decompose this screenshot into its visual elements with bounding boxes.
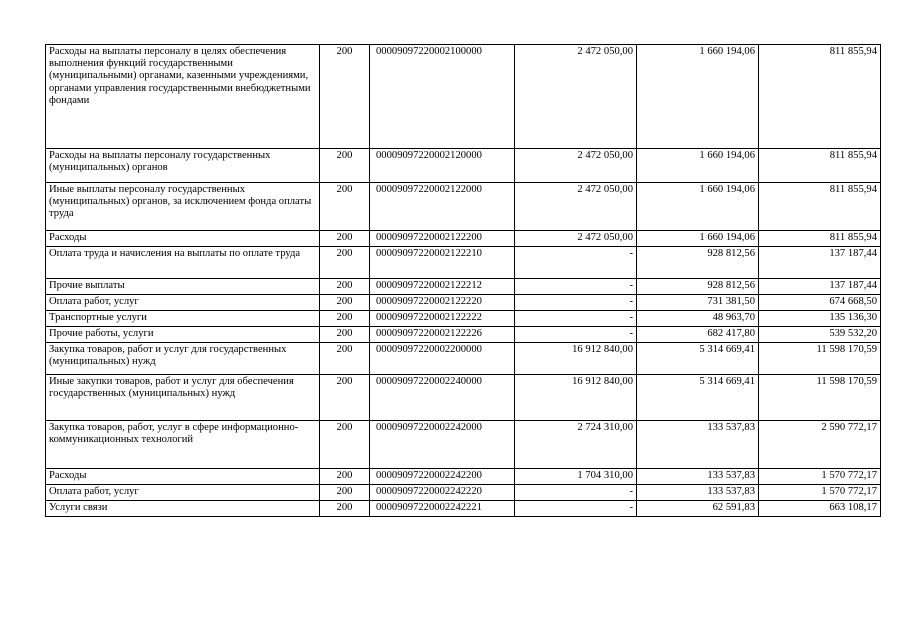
cell-line-code: 200	[320, 247, 370, 279]
cell-line-code: 200	[320, 343, 370, 375]
cell-line-code: 200	[320, 311, 370, 327]
cell-executed: 1 660 194,06	[637, 149, 759, 183]
cell-line-code: 200	[320, 183, 370, 231]
cell-name: Закупка товаров, работ, услуг в сфере информационно-коммуникационных технологий	[46, 421, 320, 469]
cell-unexecuted: 135 136,30	[759, 311, 881, 327]
cell-executed: 48 963,70	[637, 311, 759, 327]
cell-approved: -	[515, 501, 637, 517]
cell-executed: 731 381,50	[637, 295, 759, 311]
cell-unexecuted: 1 570 772,17	[759, 485, 881, 501]
cell-approved: 2 724 310,00	[515, 421, 637, 469]
cell-unexecuted: 11 598 170,59	[759, 375, 881, 421]
cell-unexecuted: 2 590 772,17	[759, 421, 881, 469]
cell-name: Расходы на выплаты персоналу государственных (муниципальных) органов	[46, 149, 320, 183]
cell-name: Прочие работы, услуги	[46, 327, 320, 343]
cell-approved: 16 912 840,00	[515, 375, 637, 421]
cell-name: Расходы на выплаты персоналу в целях обеспечения выполнения функций государственными (муниципальными) органами, казенными учреждениями, органами управления государственными внебюджетными фондами	[46, 45, 320, 149]
cell-approved: -	[515, 279, 637, 295]
cell-unexecuted: 811 855,94	[759, 183, 881, 231]
cell-budget-code: 00009097220002122200	[370, 231, 515, 247]
cell-name: Транспортные услуги	[46, 311, 320, 327]
table-row	[46, 183, 881, 231]
cell-executed: 5 314 669,41	[637, 343, 759, 375]
table-body	[46, 45, 881, 517]
cell-line-code: 200	[320, 485, 370, 501]
cell-name: Услуги связи	[46, 501, 320, 517]
cell-budget-code: 00009097220002122210	[370, 247, 515, 279]
cell-line-code: 200	[320, 231, 370, 247]
expense-report-table	[45, 44, 881, 517]
cell-budget-code: 00009097220002240000	[370, 375, 515, 421]
cell-approved: 16 912 840,00	[515, 343, 637, 375]
cell-name: Прочие выплаты	[46, 279, 320, 295]
cell-line-code: 200	[320, 149, 370, 183]
cell-unexecuted: 674 668,50	[759, 295, 881, 311]
cell-unexecuted: 811 855,94	[759, 231, 881, 247]
cell-name: Оплата работ, услуг	[46, 485, 320, 501]
cell-name: Иные закупки товаров, работ и услуг для обеспечения государственных (муниципальных) нужд	[46, 375, 320, 421]
cell-executed: 133 537,83	[637, 421, 759, 469]
table-row	[46, 295, 881, 311]
cell-executed: 5 314 669,41	[637, 375, 759, 421]
cell-line-code: 200	[320, 469, 370, 485]
cell-unexecuted: 137 187,44	[759, 247, 881, 279]
cell-line-code: 200	[320, 327, 370, 343]
cell-budget-code: 00009097220002122220	[370, 295, 515, 311]
cell-line-code: 200	[320, 421, 370, 469]
cell-budget-code: 00009097220002122212	[370, 279, 515, 295]
cell-executed: 682 417,80	[637, 327, 759, 343]
cell-line-code: 200	[320, 45, 370, 149]
cell-budget-code: 00009097220002120000	[370, 149, 515, 183]
cell-executed: 928 812,56	[637, 279, 759, 295]
cell-name: Оплата труда и начисления на выплаты по оплате труда	[46, 247, 320, 279]
cell-approved: 1 704 310,00	[515, 469, 637, 485]
table-row	[46, 343, 881, 375]
cell-budget-code: 00009097220002200000	[370, 343, 515, 375]
cell-unexecuted: 137 187,44	[759, 279, 881, 295]
table-row	[46, 311, 881, 327]
cell-line-code: 200	[320, 375, 370, 421]
cell-unexecuted: 811 855,94	[759, 45, 881, 149]
cell-executed: 62 591,83	[637, 501, 759, 517]
cell-name: Расходы	[46, 231, 320, 247]
cell-unexecuted: 811 855,94	[759, 149, 881, 183]
table-row	[46, 327, 881, 343]
cell-approved: 2 472 050,00	[515, 183, 637, 231]
table-row	[46, 45, 881, 149]
table-row	[46, 501, 881, 517]
cell-executed: 928 812,56	[637, 247, 759, 279]
cell-name: Оплата работ, услуг	[46, 295, 320, 311]
table-row	[46, 375, 881, 421]
cell-executed: 133 537,83	[637, 469, 759, 485]
cell-budget-code: 00009097220002122000	[370, 183, 515, 231]
cell-unexecuted: 1 570 772,17	[759, 469, 881, 485]
cell-approved: -	[515, 485, 637, 501]
cell-unexecuted: 663 108,17	[759, 501, 881, 517]
cell-unexecuted: 539 532,20	[759, 327, 881, 343]
cell-name: Иные выплаты персоналу государственных (муниципальных) органов, за исключением фонда оплаты труда	[46, 183, 320, 231]
cell-executed: 1 660 194,06	[637, 231, 759, 247]
cell-budget-code: 00009097220002122226	[370, 327, 515, 343]
cell-approved: 2 472 050,00	[515, 45, 637, 149]
table-row	[46, 149, 881, 183]
cell-approved: -	[515, 311, 637, 327]
cell-executed: 1 660 194,06	[637, 45, 759, 149]
table-row	[46, 485, 881, 501]
cell-approved: -	[515, 295, 637, 311]
cell-name: Расходы	[46, 469, 320, 485]
table-row	[46, 247, 881, 279]
cell-budget-code: 00009097220002122222	[370, 311, 515, 327]
table-row	[46, 231, 881, 247]
cell-unexecuted: 11 598 170,59	[759, 343, 881, 375]
cell-approved: -	[515, 327, 637, 343]
cell-budget-code: 00009097220002242200	[370, 469, 515, 485]
cell-budget-code: 00009097220002100000	[370, 45, 515, 149]
cell-budget-code: 00009097220002242221	[370, 501, 515, 517]
cell-approved: 2 472 050,00	[515, 231, 637, 247]
cell-name: Закупка товаров, работ и услуг для государственных (муниципальных) нужд	[46, 343, 320, 375]
cell-executed: 133 537,83	[637, 485, 759, 501]
table-row	[46, 469, 881, 485]
cell-approved: -	[515, 247, 637, 279]
cell-line-code: 200	[320, 501, 370, 517]
table-row	[46, 421, 881, 469]
cell-line-code: 200	[320, 279, 370, 295]
cell-budget-code: 00009097220002242000	[370, 421, 515, 469]
cell-executed: 1 660 194,06	[637, 183, 759, 231]
table-row	[46, 279, 881, 295]
cell-budget-code: 00009097220002242220	[370, 485, 515, 501]
cell-approved: 2 472 050,00	[515, 149, 637, 183]
cell-line-code: 200	[320, 295, 370, 311]
